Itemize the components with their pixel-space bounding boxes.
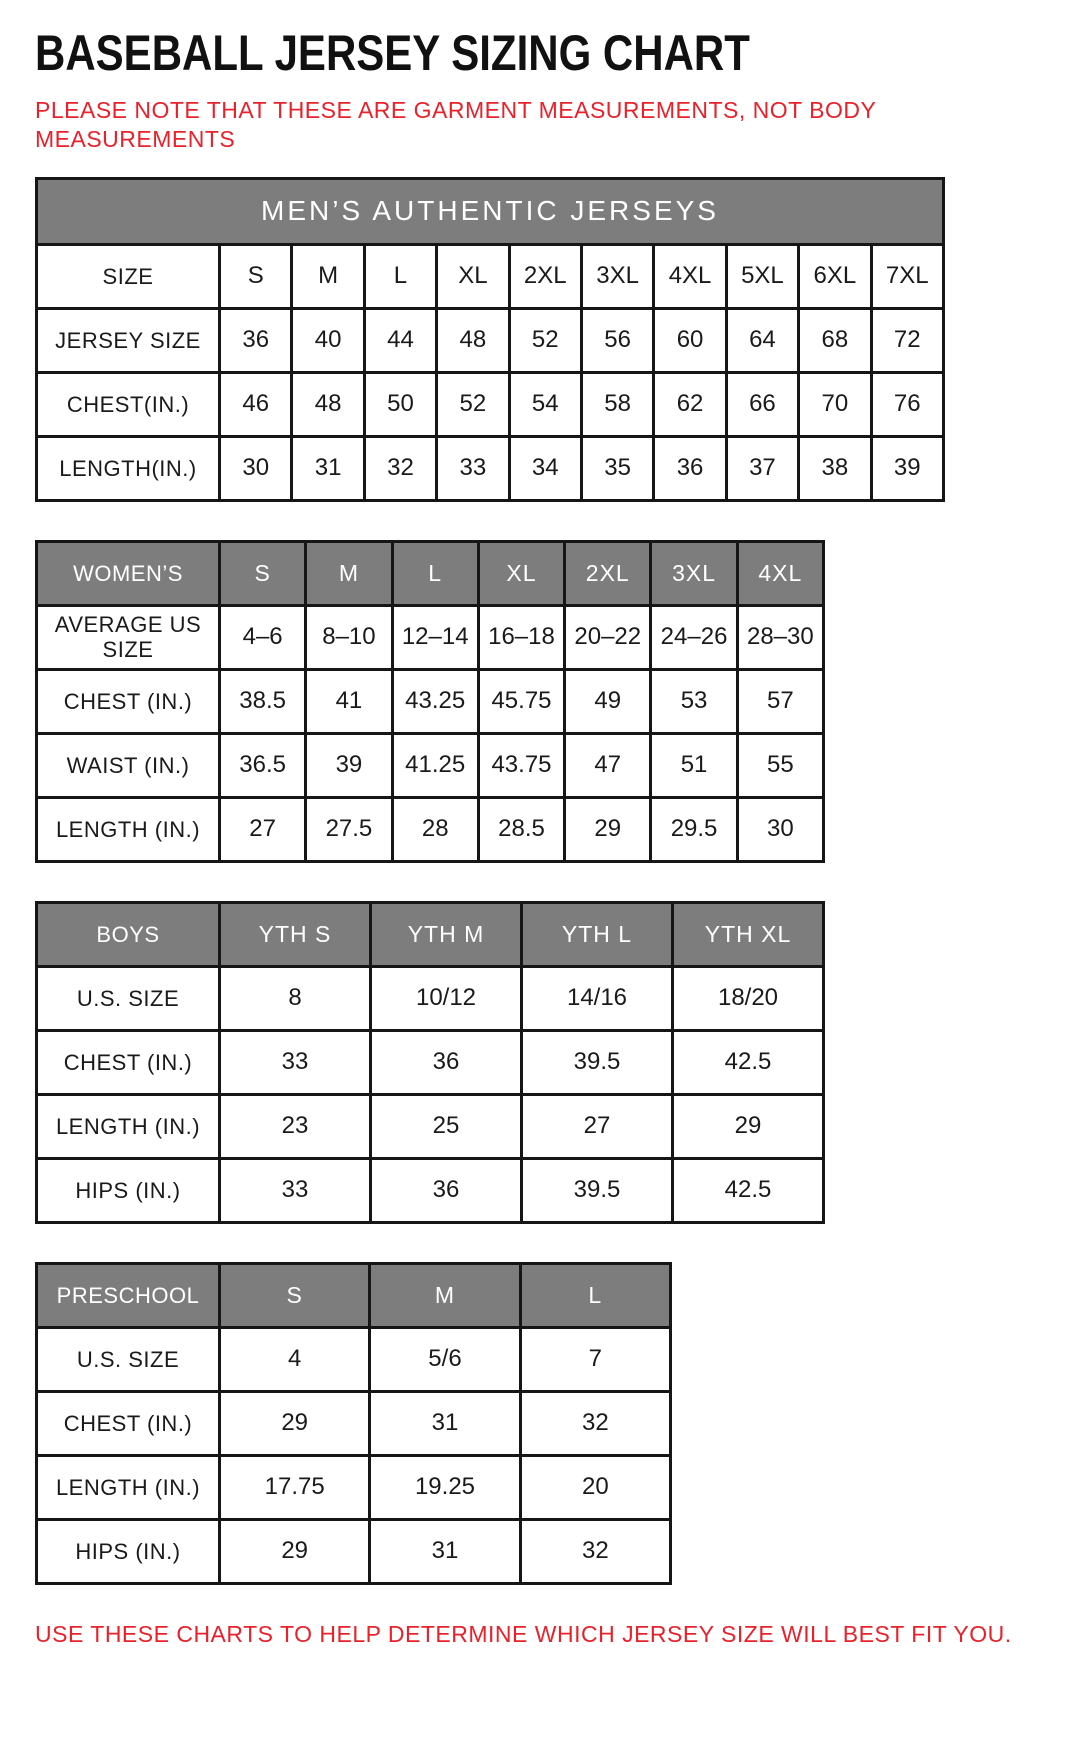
table-cell: 25	[371, 1094, 522, 1158]
table-row	[37, 308, 944, 372]
sizing-chart-page	[35, 24, 1042, 1648]
table-cell: 44	[364, 308, 436, 372]
footer-note: USE THESE CHARTS TO HELP DETERMINE WHICH JERSEY SIZE WILL BEST FIT YOU.	[35, 1620, 1012, 1647]
table-cell: 47	[565, 733, 651, 797]
table-cell: 29	[673, 1094, 824, 1158]
table-cell: 29.5	[651, 797, 737, 861]
table-cell: 2XL	[509, 244, 581, 308]
table-row	[37, 372, 944, 436]
column-header: L	[520, 1263, 670, 1327]
table-cell: 41.25	[392, 733, 478, 797]
table-cell: 62	[654, 372, 726, 436]
table-cell: 58	[581, 372, 653, 436]
table-cell: 5XL	[726, 244, 798, 308]
table-cell: 33	[220, 1030, 371, 1094]
row-label: AVERAGE US SIZE	[37, 605, 220, 669]
column-header: XL	[478, 541, 564, 605]
table-row	[37, 244, 944, 308]
table-cell: 32	[520, 1519, 670, 1583]
table-cell: 37	[726, 436, 798, 500]
table-cell: 12–14	[392, 605, 478, 669]
table-cell: 60	[654, 308, 726, 372]
table-cell: 10/12	[371, 966, 522, 1030]
table-cell: 52	[509, 308, 581, 372]
row-label: JERSEY SIZE	[37, 308, 220, 372]
table-cell: 72	[871, 308, 943, 372]
table-cell: 16–18	[478, 605, 564, 669]
table-cell: 4	[220, 1327, 370, 1391]
table-row	[37, 605, 824, 669]
table-cell: 43.75	[478, 733, 564, 797]
table-cell: 14/16	[522, 966, 673, 1030]
table-cell: 8	[220, 966, 371, 1030]
table-cell: 41	[306, 669, 392, 733]
table-cell: 34	[509, 436, 581, 500]
table-cell: 51	[651, 733, 737, 797]
table-cell: 36	[371, 1158, 522, 1222]
table-cell: 39.5	[522, 1158, 673, 1222]
table-cell: 7	[520, 1327, 670, 1391]
table-cell: 6XL	[799, 244, 871, 308]
table-row	[37, 1094, 824, 1158]
row-label: CHEST (IN.)	[37, 1391, 220, 1455]
column-header: M	[306, 541, 392, 605]
table-cell: 29	[220, 1519, 370, 1583]
column-header: L	[392, 541, 478, 605]
row-label: HIPS (IN.)	[37, 1158, 220, 1222]
table-cell: 4XL	[654, 244, 726, 308]
table-cell: 76	[871, 372, 943, 436]
table-cell: 28.5	[478, 797, 564, 861]
measurement-note: PLEASE NOTE THAT THESE ARE GARMENT MEASUREMENTS, NOT BODY MEASUREMENTS	[35, 97, 876, 153]
table-cell: 31	[292, 436, 364, 500]
table-cell: 45.75	[478, 669, 564, 733]
table-cell: 64	[726, 308, 798, 372]
row-label: CHEST(IN.)	[37, 372, 220, 436]
table-row	[37, 733, 824, 797]
column-header: YTH XL	[673, 902, 824, 966]
table-row	[37, 1519, 671, 1583]
row-label: CHEST (IN.)	[37, 669, 220, 733]
womens-table	[35, 540, 825, 863]
column-header: YTH M	[371, 902, 522, 966]
mens-table	[35, 177, 945, 502]
table-cell: 27.5	[306, 797, 392, 861]
boys-table	[35, 901, 825, 1224]
table-row	[37, 436, 944, 500]
table-cell: 40	[292, 308, 364, 372]
table-cell: 42.5	[673, 1158, 824, 1222]
table-row	[37, 797, 824, 861]
column-header: S	[220, 1263, 370, 1327]
table-cell: 4–6	[220, 605, 306, 669]
row-label: HIPS (IN.)	[37, 1519, 220, 1583]
table-cell: 30	[737, 797, 823, 861]
table-cell: 42.5	[673, 1030, 824, 1094]
row-group-header: BOYS	[37, 902, 220, 966]
table-cell: 31	[370, 1519, 520, 1583]
preschool-table	[35, 1262, 672, 1585]
table-cell: 39.5	[522, 1030, 673, 1094]
table-header-row	[37, 541, 824, 605]
table-cell: 7XL	[871, 244, 943, 308]
row-group-header: WOMEN’S	[37, 541, 220, 605]
row-label: LENGTH (IN.)	[37, 1094, 220, 1158]
column-header: YTH S	[220, 902, 371, 966]
table-row	[37, 1030, 824, 1094]
table-cell: 43.25	[392, 669, 478, 733]
column-header: S	[220, 541, 306, 605]
table-cell: 70	[799, 372, 871, 436]
table-cell: 3XL	[581, 244, 653, 308]
page-title: BASEBALL JERSEY SIZING CHART	[35, 25, 750, 81]
table-cell: M	[292, 244, 364, 308]
table-cell: 27	[220, 797, 306, 861]
table-cell: 66	[726, 372, 798, 436]
row-label: LENGTH (IN.)	[37, 797, 220, 861]
table-cell: 38.5	[220, 669, 306, 733]
table-cell: 29	[220, 1391, 370, 1455]
table-cell: 33	[437, 436, 509, 500]
table-cell: 19.25	[370, 1455, 520, 1519]
table-cell: 32	[364, 436, 436, 500]
row-label: CHEST (IN.)	[37, 1030, 220, 1094]
table-row	[37, 1455, 671, 1519]
table-cell: 39	[306, 733, 392, 797]
table-cell: 52	[437, 372, 509, 436]
mens-table-section	[35, 177, 1042, 502]
table-title: MEN’S AUTHENTIC JERSEYS	[37, 178, 944, 244]
table-cell: 57	[737, 669, 823, 733]
table-row	[37, 1391, 671, 1455]
table-cell: 36	[654, 436, 726, 500]
table-cell: 46	[220, 372, 292, 436]
table-cell: 55	[737, 733, 823, 797]
row-label: WAIST (IN.)	[37, 733, 220, 797]
womens-table-section	[35, 540, 1042, 863]
table-cell: 28	[392, 797, 478, 861]
table-cell: 23	[220, 1094, 371, 1158]
boys-table-section	[35, 901, 1042, 1224]
table-row	[37, 1327, 671, 1391]
table-cell: 8–10	[306, 605, 392, 669]
column-header: 2XL	[565, 541, 651, 605]
table-cell: 50	[364, 372, 436, 436]
table-cell: 36	[220, 308, 292, 372]
table-cell: 38	[799, 436, 871, 500]
table-cell: 39	[871, 436, 943, 500]
table-cell: 53	[651, 669, 737, 733]
table-cell: 35	[581, 436, 653, 500]
table-cell: 30	[220, 436, 292, 500]
row-label: SIZE	[37, 244, 220, 308]
table-cell: 31	[370, 1391, 520, 1455]
table-cell: 24–26	[651, 605, 737, 669]
table-cell: 36	[371, 1030, 522, 1094]
table-cell: 28–30	[737, 605, 823, 669]
table-cell: 27	[522, 1094, 673, 1158]
table-row	[37, 966, 824, 1030]
table-cell: 20–22	[565, 605, 651, 669]
table-cell: 56	[581, 308, 653, 372]
row-group-header: PRESCHOOL	[37, 1263, 220, 1327]
table-cell: 32	[520, 1391, 670, 1455]
column-header: YTH L	[522, 902, 673, 966]
table-cell: 48	[437, 308, 509, 372]
table-cell: 33	[220, 1158, 371, 1222]
preschool-table-section	[35, 1262, 1042, 1585]
table-cell: S	[220, 244, 292, 308]
table-cell: 54	[509, 372, 581, 436]
column-header: 3XL	[651, 541, 737, 605]
row-label: LENGTH(IN.)	[37, 436, 220, 500]
table-cell: 17.75	[220, 1455, 370, 1519]
table-cell: 29	[565, 797, 651, 861]
table-cell: XL	[437, 244, 509, 308]
table-cell: L	[364, 244, 436, 308]
table-cell: 20	[520, 1455, 670, 1519]
table-cell: 36.5	[220, 733, 306, 797]
table-title-row	[37, 178, 944, 244]
row-label: LENGTH (IN.)	[37, 1455, 220, 1519]
table-header-row	[37, 1263, 671, 1327]
table-cell: 49	[565, 669, 651, 733]
row-label: U.S. SIZE	[37, 1327, 220, 1391]
table-cell: 5/6	[370, 1327, 520, 1391]
table-cell: 18/20	[673, 966, 824, 1030]
row-label: U.S. SIZE	[37, 966, 220, 1030]
column-header: 4XL	[737, 541, 823, 605]
table-cell: 68	[799, 308, 871, 372]
table-header-row	[37, 902, 824, 966]
table-row	[37, 1158, 824, 1222]
table-row	[37, 669, 824, 733]
column-header: M	[370, 1263, 520, 1327]
table-cell: 48	[292, 372, 364, 436]
